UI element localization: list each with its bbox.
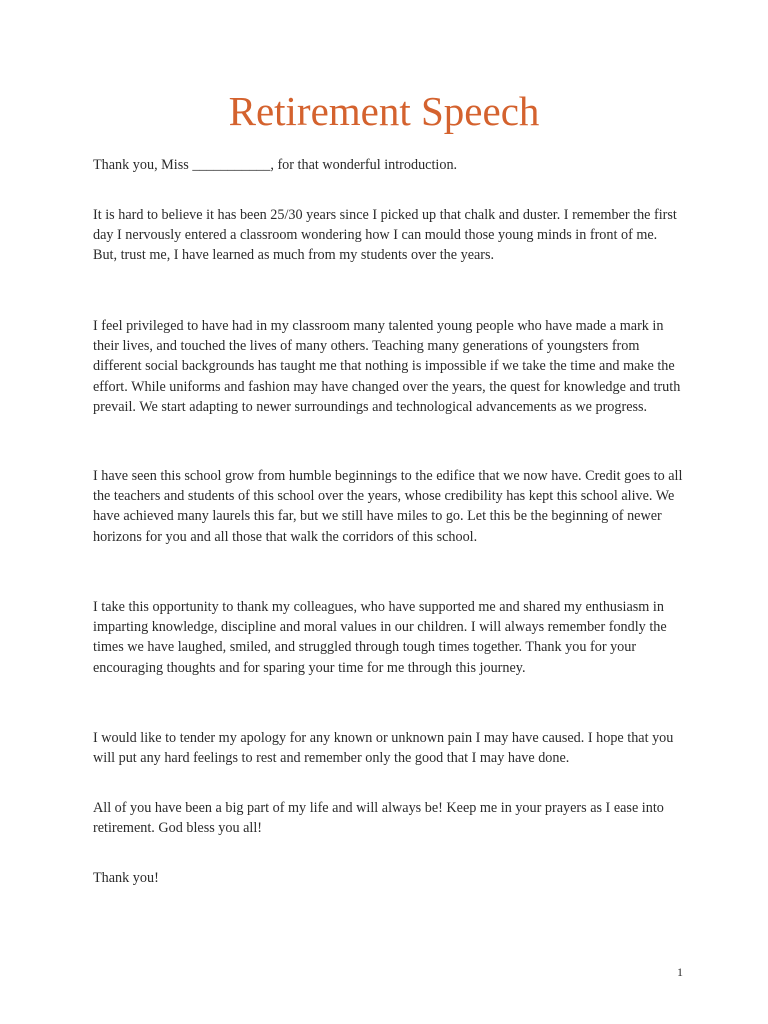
paragraph-apology: I would like to tender my apology for any known or unknown pain I may have caused. I hope that you will put any hard feelings to rest and remember only the good that I may have done. xyxy=(93,730,674,767)
paragraph-farewell: All of you have been a big part of my life and will always be! Keep me in your prayers as I ease into retirement. God bless you all! xyxy=(93,800,664,837)
paragraph-years: It is hard to believe it has been 25/30 years since I picked up that chalk and duster. I remember the first day I nervously entered a classroom wondering how I can mould those young minds in front of me. But, trust me, I have learned as much from my students over the years. xyxy=(93,207,677,264)
paragraph-introduction: Thank you, Miss ___________, for that wonderful introduction. xyxy=(93,157,458,173)
page-title: Retirement Speech xyxy=(228,88,540,134)
page-number: 1 xyxy=(677,965,683,979)
paragraph-thank-you: Thank you! xyxy=(93,870,159,886)
paragraph-colleagues: I take this opportunity to thank my colleagues, who have supported me and shared my enthusiasm in imparting knowledge, discipline and moral values in our children. I will always remember fondly the times we have laughed, smiled, and struggled through tough times together. Thank you for your encouraging thoughts and for sparing your time for me through this journey. xyxy=(93,599,667,676)
paragraph-privileged: I feel privileged to have had in my classroom many talented young people who have made a mark in their lives, and touched the lives of many others. Teaching many generations of youngsters from different social backgrounds has taught me that nothing is impossible if we take the time and make the effort. While uniforms and fashion may have changed over the years, the quest for knowledge and truth prevail. We start adapting to newer surroundings and technological advancements as we progress. xyxy=(93,318,681,415)
paragraph-school-growth: I have seen this school grow from humble beginnings to the edifice that we now have. Credit goes to all the teachers and students of this school over the years, whose credibility has kept this school alive. We have achieved many laurels this far, but we still have miles to go. Let this be the beginning of newer horizons for you and all those that walk the corridors of this school. xyxy=(93,468,683,545)
